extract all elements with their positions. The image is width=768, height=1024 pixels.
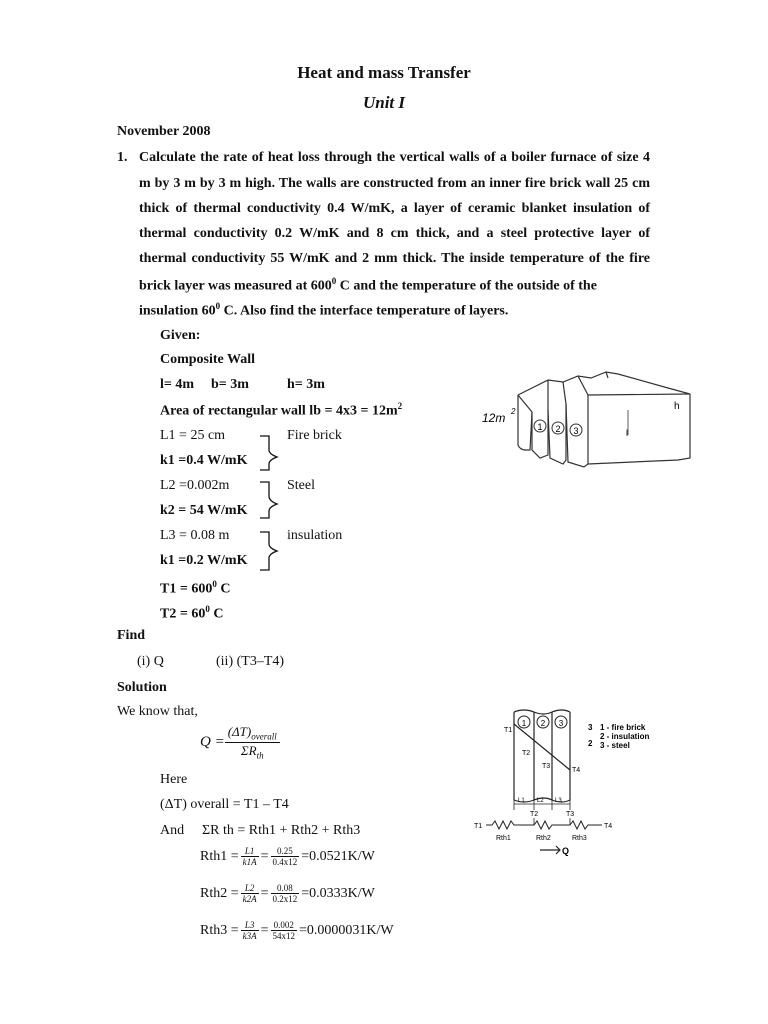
rth3-d2: 54x12 <box>272 931 296 941</box>
question-line-4: thermal conductivity 0.2 W/mK and 8 cm thick, and a steel protective layer of <box>139 226 650 241</box>
composite-wall-figure <box>478 350 708 480</box>
rth2-d2: 0.2x12 <box>272 894 298 904</box>
q-lhs: Q = <box>200 733 225 750</box>
resistance-chain <box>486 821 602 829</box>
rth3-frac2 <box>271 920 298 941</box>
fig2-r2: Rth2 <box>536 835 551 842</box>
rth1-equation: Rth1 = $\frac{L1}{k1A}$ = $\frac{0.25}{0.4x12}$ =0.0521K/W <box>200 846 375 867</box>
fig2-net-t3: T3 <box>566 811 575 818</box>
rth1-d2: 0.4x12 <box>272 857 298 867</box>
question-line-7 <box>139 301 508 320</box>
given-L2: L2 =0.002m <box>160 478 230 493</box>
given-b: b= 3m <box>211 377 249 392</box>
resistance-network-figure <box>472 700 682 865</box>
fig2-L2: L2 <box>537 798 544 804</box>
question-line-6b: C and the temperature of the outside of the <box>336 278 597 294</box>
q-equation <box>200 724 280 760</box>
rth3-lhs: Rth3 = <box>200 922 239 938</box>
rth2-lhs: Rth2 = <box>200 885 239 901</box>
fig2-net-t2: T2 <box>530 811 539 818</box>
question-line-7b: C. Also find the interface temperature of layers. <box>220 303 509 319</box>
question-line-1: Calculate the rate of heat loss through the vertical walls of a boiler furnace of size 4 <box>139 150 650 165</box>
q-den-sub: th <box>256 750 264 761</box>
deg-sup: 0 <box>212 579 217 589</box>
given-L1: L1 = 25 cm <box>160 428 226 443</box>
rth2-d1: k2A <box>242 894 257 904</box>
exam-date: November 2008 <box>117 124 211 139</box>
fig2-q: Q <box>562 846 570 856</box>
rth3-result: =0.0000031K/W <box>299 922 394 938</box>
fig1-area: 12m <box>482 411 506 425</box>
fig2-t2-label: T2 <box>522 750 531 757</box>
fig2-legend3: 3 - steel <box>600 741 630 750</box>
rth3-frac1 <box>241 920 259 941</box>
rth1-n1: L1 <box>241 846 259 857</box>
rth3-d1: k3A <box>242 931 257 941</box>
we-know: We know that, <box>117 704 198 719</box>
fig1-n1: 1 <box>537 422 543 432</box>
brace-insulation <box>260 532 277 570</box>
fig1-n3: 3 <box>573 426 579 436</box>
rth1-n2: 0.25 <box>271 846 300 857</box>
fig2-legend-3: 3 <box>588 723 593 732</box>
question-number: 1. <box>117 150 128 165</box>
q-numerator <box>225 724 280 743</box>
rth1-result: =0.0521K/W <box>301 848 375 864</box>
question-line-5: thermal conductivity 55 W/mK and 2 mm thick. The inside temperature of the fire <box>139 251 650 266</box>
rth1-lhs: Rth1 = <box>200 848 239 864</box>
find-i: (i) Q <box>137 654 164 669</box>
and-word: And <box>160 823 185 838</box>
find-heading: Find <box>117 628 146 643</box>
fig2-r1: Rth1 <box>496 835 511 842</box>
rth2-result: =0.0333K/W <box>301 885 375 901</box>
fig2-L3: L3 <box>555 798 562 804</box>
rth1-frac2 <box>271 846 300 867</box>
q-denominator <box>225 743 280 761</box>
brace-fire-brick <box>260 436 277 470</box>
rth2-frac1 <box>241 883 259 904</box>
rth2-frac2 <box>271 883 300 904</box>
dt-line: (ΔT) overall = T1 – T4 <box>160 797 289 812</box>
fig2-net-t4: T4 <box>604 823 613 830</box>
given-L3: L3 = 0.08 m <box>160 528 230 543</box>
fig1-n2: 2 <box>555 424 561 434</box>
rth3-equation: Rth3 = $\frac{L3}{k3A}$ = $\frac{0.002}{54x12}$ =0.0000031K/W <box>200 920 394 941</box>
fig2-t3-label: T3 <box>542 763 551 770</box>
given-k3: k1 =0.2 W/mK <box>160 553 248 568</box>
fig2-r3: Rth3 <box>572 835 587 842</box>
degree-sup: 0 <box>331 276 337 286</box>
rth2-n1: L2 <box>241 883 259 894</box>
q-den: ΣR <box>240 742 257 758</box>
question-line-6 <box>139 276 650 295</box>
label-fire-brick: Fire brick <box>287 428 342 443</box>
question-line-6a: brick layer was measured at 600 <box>139 278 332 294</box>
question-line-7a: insulation 60 <box>139 303 216 319</box>
q-num-sub: overall <box>251 731 277 742</box>
fig1-l: l <box>626 428 628 438</box>
given-k2: k2 = 54 W/mK <box>160 503 248 518</box>
q-fraction <box>225 724 280 760</box>
deg-sup: 0 <box>205 604 210 614</box>
celsius: C <box>209 606 224 622</box>
fig2-n1: 1 <box>521 719 527 728</box>
question-line-2: m by 3 m by 3 m high. The walls are constructed from an inner fire brick wall 25 cm <box>139 176 650 191</box>
fig1-h: h <box>674 401 680 412</box>
rth1-frac1 <box>241 846 259 867</box>
document-title: Heat and mass Transfer <box>297 63 471 82</box>
fig2-legend1: 1 - fire brick <box>600 723 646 732</box>
fig2-net-t1: T1 <box>474 823 483 830</box>
question-line-3: thick of thermal conductivity 0.4 W/mK, a layer of ceramic blanket insulation of <box>139 201 650 216</box>
solution-heading: Solution <box>117 680 167 695</box>
given-T2 <box>160 604 223 623</box>
t1-text: T1 = 600 <box>160 581 213 597</box>
fig2-legend-2: 2 <box>588 739 593 748</box>
q-num: (ΔT) <box>227 724 252 739</box>
fig1-area-sup: 2 <box>511 407 516 416</box>
sum-line: ΣR th = Rth1 + Rth2 + Rth3 <box>202 823 361 838</box>
fig2-legend2: 2 - insulation <box>600 732 650 741</box>
find-ii: (ii) (T3–T4) <box>216 654 285 669</box>
rth1-d1: k1A <box>242 857 257 867</box>
area-sup: 2 <box>397 401 403 411</box>
given-l: l= 4m <box>160 377 195 392</box>
rth2-n2: 0.08 <box>271 883 300 894</box>
label-steel: Steel <box>287 478 315 493</box>
fig2-n3: 3 <box>558 719 564 728</box>
fig2-t4-label: T4 <box>572 767 581 774</box>
rth2-equation: Rth2 = $\frac{L2}{k2A}$ = $\frac{0.08}{0.2x12}$ =0.0333K/W <box>200 883 375 904</box>
rth3-n1: L3 <box>241 920 259 931</box>
given-area <box>160 401 402 420</box>
rth3-n2: 0.002 <box>271 920 298 931</box>
degree-sup: 0 <box>215 301 221 311</box>
fig2-L1: L1 <box>518 798 525 804</box>
brace-steel <box>260 482 277 518</box>
fig2-t1-label: T1 <box>504 727 513 734</box>
label-insulation: insulation <box>287 528 343 543</box>
given-heading: Given: <box>160 328 201 343</box>
given-k1: k1 =0.4 W/mK <box>160 453 248 468</box>
area-text: Area of rectangular wall lb = 4x3 = 12m <box>160 403 398 419</box>
given-T1 <box>160 579 230 598</box>
t2-text: T2 = 60 <box>160 606 206 622</box>
unit-heading: Unit I <box>362 93 406 112</box>
heat-flow-arrow <box>540 846 560 854</box>
brace-group <box>255 430 285 580</box>
celsius: C <box>216 581 231 597</box>
here: Here <box>160 772 188 787</box>
given-h: h= 3m <box>287 377 325 392</box>
composite-wall: Composite Wall <box>160 352 256 367</box>
fig2-n2: 2 <box>540 719 546 728</box>
